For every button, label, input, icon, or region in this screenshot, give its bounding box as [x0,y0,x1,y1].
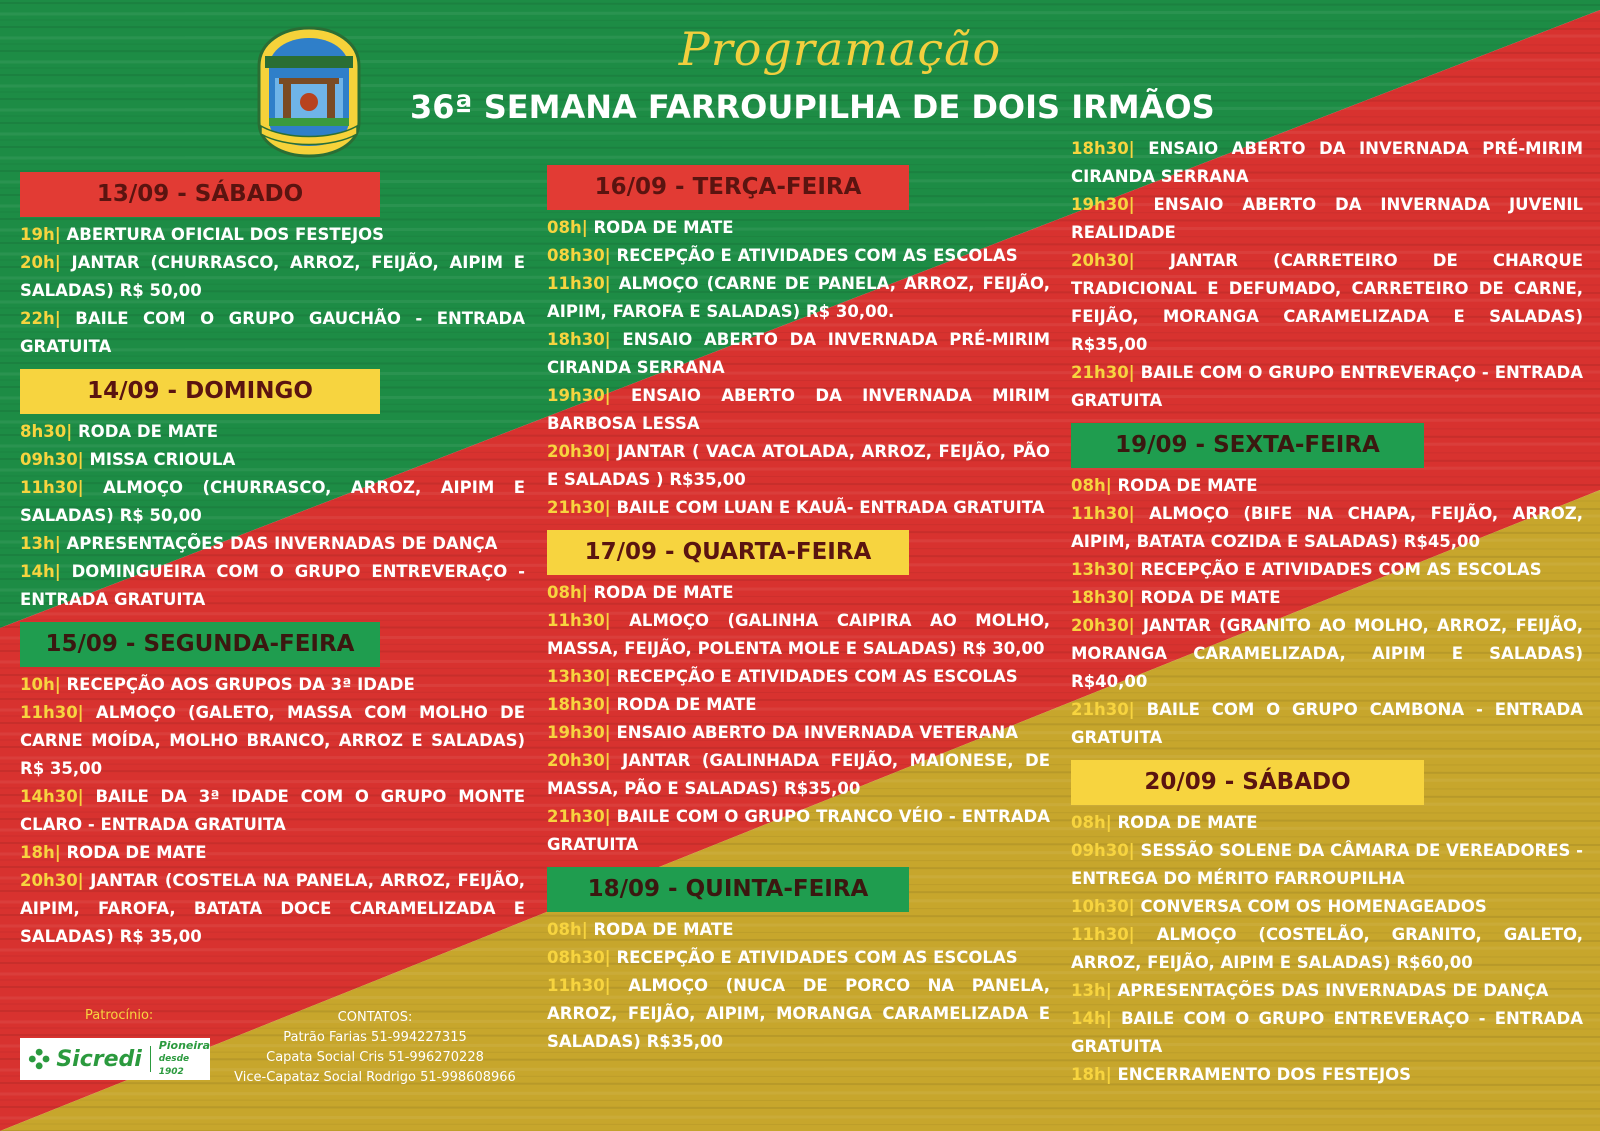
schedule-description: ENSAIO ABERTO DA INVERNADA VETERANA [610,723,1019,742]
schedule-description: RODA DE MATE [587,920,734,939]
schedule-item [1071,472,1583,500]
schedule-description: ALMOÇO (NUCA DE PORCO NA PANELA, ARROZ, FEIJÃO, AIPIM, MORANGA CARAMELIZADA E SALADAS) R$35,00 [547,976,1050,1051]
schedule-time: 09h30| [1071,841,1135,860]
schedule-time: 18h| [1071,1065,1112,1084]
schedule-item [1071,696,1583,752]
schedule-description: ABERTURA OFICIAL DOS FESTEJOS [60,225,384,244]
schedule-item [1071,191,1583,247]
schedule-description: MISSA CRIOULA [83,450,236,469]
schedule-description: ENSAIO ABERTO DA INVERNADA PRÉ-MIRIM CIRANDA SERRANA [1071,139,1583,186]
schedule-item [20,418,525,446]
schedule-item [547,382,1050,438]
schedule-item [547,607,1050,663]
schedule-item [20,671,525,699]
schedule-time: 18h30| [547,695,611,714]
schedule-time: 22h| [20,309,61,328]
schedule-time: 21h30| [547,498,611,517]
schedule-item [547,747,1050,803]
schedule-item [1071,921,1583,977]
script-title: Programação [678,22,1002,76]
schedule-time: 11h30| [547,274,611,293]
schedule-time: 18h30| [1071,139,1135,158]
schedule-item [1071,500,1583,556]
schedule-column-2 [547,165,1050,1056]
schedule-time: 20h30| [1071,251,1135,270]
schedule-time: 14h| [1071,1009,1112,1028]
schedule-time: 20h| [20,253,61,272]
main-title: 36ª SEMANA FARROUPILHA DE DOIS IRMÃOS [410,88,1215,126]
schedule-description: BAILE COM O GRUPO ENTREVERAÇO - ENTRADA GRATUITA [1071,363,1583,410]
day-header: 19/09 - SEXTA-FEIRA [1071,423,1424,468]
contacts-title: CONTATOS: [337,1010,413,1025]
schedule-item [20,783,525,839]
schedule-item [20,221,525,249]
schedule-item [547,579,1050,607]
schedule-item [547,916,1050,944]
schedule-item [1071,612,1583,696]
schedule-description: ALMOÇO (GALINHA CAIPIRA AO MOLHO, MASSA, FEIJÃO, POLENTA MOLE E SALADAS) R$ 30,00 [547,611,1050,658]
schedule-time: 20h30| [20,871,84,890]
day-header: 13/09 - SÁBADO [20,172,380,217]
schedule-description: RECEPÇÃO E ATIVIDADES COM AS ESCOLAS [610,948,1018,967]
schedule-description: JANTAR ( VACA ATOLADA, ARROZ, FEIJÃO, PÃO E SALADAS ) R$35,00 [547,442,1050,489]
sponsor-tagline: Pioneira desde 1902 [158,1039,210,1077]
contact-line: Patrão Farias 51-994227315 [283,1030,467,1045]
day-header: 16/09 - TERÇA-FEIRA [547,165,909,210]
schedule-description: RODA DE MATE [72,422,219,441]
schedule-item [1071,893,1583,921]
schedule-description: DOMINGUEIRA COM O GRUPO ENTREVERAÇO - ENTRADA GRATUITA [20,562,525,609]
schedule-time: 13h30| [547,667,611,686]
schedule-description: ENSAIO ABERTO DA INVERNADA JUVENIL REALIDADE [1071,195,1583,242]
schedule-item [547,803,1050,859]
schedule-time: 18h30| [1071,588,1135,607]
schedule-item [547,242,1050,270]
schedule-description: RODA DE MATE [1134,588,1281,607]
schedule-time: 20h30| [547,751,611,770]
schedule-item [20,474,525,530]
schedule-description: APRESENTAÇÕES DAS INVERNADAS DE DANÇA [60,534,498,553]
schedule-time: 10h| [20,675,61,694]
schedule-time: 19h30| [1071,195,1135,214]
schedule-description: RODA DE MATE [587,218,734,237]
schedule-time: 20h30| [547,442,611,461]
schedule-item [547,691,1050,719]
schedule-item [1071,1061,1583,1089]
schedule-description: JANTAR (COSTELA NA PANELA, ARROZ, FEIJÃO, AIPIM, FAROFA, BATATA DOCE CARAMELIZADA E SALADAS) R$ 35,00 [20,871,525,946]
schedule-description: ALMOÇO (GALETO, MASSA COM MOLHO DE CARNE MOÍDA, MOLHO BRANCO, ARROZ E SALADAS) R$ 35,00 [20,703,525,778]
schedule-time: 11h30| [547,976,611,995]
schedule-time: 08h| [1071,476,1112,495]
schedule-item [1071,247,1583,359]
sicredi-icon [28,1046,50,1072]
schedule-item [547,972,1050,1056]
schedule-item [547,719,1050,747]
schedule-item [20,305,525,361]
schedule-description: RECEPÇÃO E ATIVIDADES COM AS ESCOLAS [610,667,1018,686]
schedule-time: 19h30| [547,386,611,405]
schedule-description: ENCERRAMENTO DOS FESTEJOS [1111,1065,1411,1084]
schedule-description: BAILE COM O GRUPO CAMBONA - ENTRADA GRATUITA [1071,700,1583,747]
schedule-description: JANTAR (GRANITO AO MOLHO, ARROZ, FEIJÃO, MORANGA CARAMELIZADA, AIPIM E SALADAS) R$40,00 [1071,616,1583,691]
schedule-description: BAILE COM LUAN E KAUÃ- ENTRADA GRATUITA [610,498,1045,517]
schedule-description: RECEPÇÃO AOS GRUPOS DA 3ª IDADE [60,675,415,694]
schedule-time: 11h30| [20,478,84,497]
schedule-time: 11h30| [547,611,611,630]
schedule-time: 13h| [20,534,61,553]
schedule-description: ALMOÇO (BIFE NA CHAPA, FEIJÃO, ARROZ, AIPIM, BATATA COZIDA E SALADAS) R$45,00 [1071,504,1583,551]
schedule-description: RODA DE MATE [587,583,734,602]
schedule-item [547,270,1050,326]
schedule-item [547,438,1050,494]
schedule-item [20,249,525,305]
schedule-description: BAILE COM O GRUPO ENTREVERAÇO - ENTRADA GRATUITA [1071,1009,1583,1056]
schedule-time: 18h| [20,843,61,862]
day-header: 15/09 - SEGUNDA-FEIRA [20,622,380,667]
schedule-time: 14h| [20,562,61,581]
schedule-item [20,530,525,558]
schedule-item [1071,1005,1583,1061]
schedule-description: ENSAIO ABERTO DA INVERNADA MIRIM BARBOSA LESSA [547,386,1050,433]
schedule-description: RECEPÇÃO E ATIVIDADES COM AS ESCOLAS [610,246,1018,265]
schedule-time: 8h30| [20,422,73,441]
schedule-description: BAILE COM O GRUPO GAUCHÃO - ENTRADA GRATUITA [20,309,525,356]
schedule-time: 10h30| [1071,897,1135,916]
day-header: 20/09 - SÁBADO [1071,760,1424,805]
schedule-time: 13h30| [1071,560,1135,579]
schedule-item [1071,837,1583,893]
schedule-description: APRESENTAÇÕES DAS INVERNADAS DE DANÇA [1111,981,1549,1000]
contact-line: Capata Social Cris 51-996270228 [266,1050,484,1065]
schedule-time: 08h30| [547,246,611,265]
schedule-description: JANTAR (CHURRASCO, ARROZ, FEIJÃO, AIPIM E SALADAS) R$ 50,00 [20,253,525,300]
schedule-time: 21h30| [547,807,611,826]
schedule-description: BAILE DA 3ª IDADE COM O GRUPO MONTE CLARO - ENTRADA GRATUITA [20,787,525,834]
schedule-description: RODA DE MATE [60,843,207,862]
schedule-item [547,494,1050,522]
schedule-item [547,944,1050,972]
schedule-description: ALMOÇO (COSTELÃO, GRANITO, GALETO, ARROZ, FEIJÃO, AIPIM E SALADAS) R$60,00 [1071,925,1583,972]
schedule-time: 11h30| [1071,504,1135,523]
schedule-item [20,446,525,474]
schedule-time: 21h30| [1071,363,1135,382]
schedule-description: ALMOÇO (CHURRASCO, ARROZ, AIPIM E SALADAS) R$ 50,00 [20,478,525,525]
schedule-description: RODA DE MATE [1111,476,1258,495]
schedule-item [20,699,525,783]
schedule-description: JANTAR (CARRETEIRO DE CHARQUE TRADICIONAL E DEFUMADO, CARRETEIRO DE CARNE, FEIJÃO, MORANGA CARAMELIZADA E SALADAS) R$35,00 [1071,251,1583,354]
schedule-description: CONVERSA COM OS HOMENAGEADOS [1134,897,1487,916]
schedule-time: 14h30| [20,787,84,806]
schedule-item [20,867,525,951]
schedule-time: 13h| [1071,981,1112,1000]
schedule-description: RECEPÇÃO E ATIVIDADES COM AS ESCOLAS [1134,560,1542,579]
schedule-description: ALMOÇO (CARNE DE PANELA, ARROZ, FEIJÃO, AIPIM, FAROFA E SALADAS) R$ 30,00. [547,274,1050,321]
schedule-time: 11h30| [20,703,84,722]
day-header: 17/09 - QUARTA-FEIRA [547,530,909,575]
schedule-column-1 [20,172,525,951]
schedule-item [1071,135,1583,191]
contacts-block [230,1008,520,1088]
schedule-item [1071,977,1583,1005]
schedule-time: 08h30| [547,948,611,967]
schedule-time: 08h| [547,583,588,602]
schedule-item [1071,584,1583,612]
schedule-item [20,558,525,614]
schedule-time: 09h30| [20,450,84,469]
sponsor-logo [20,1038,210,1080]
schedule-item [20,839,525,867]
schedule-time: 19h30| [547,723,611,742]
schedule-description: BAILE COM O GRUPO TRANCO VÉIO - ENTRADA GRATUITA [547,807,1050,854]
schedule-time: 11h30| [1071,925,1135,944]
schedule-time: 18h30| [547,330,611,349]
schedule-time: 21h30| [1071,700,1135,719]
schedule-item [547,663,1050,691]
schedule-description: RODA DE MATE [610,695,757,714]
schedule-item [1071,809,1583,837]
sponsor-label: Patrocínio: [85,1008,154,1023]
sponsor-name: Sicredi [56,1046,142,1072]
schedule-description: RODA DE MATE [1111,813,1258,832]
schedule-item [547,214,1050,242]
day-header: 14/09 - DOMINGO [20,369,380,414]
schedule-time: 08h| [547,920,588,939]
schedule-item [1071,359,1583,415]
day-header: 18/09 - QUINTA-FEIRA [547,867,909,912]
schedule-time: 08h| [1071,813,1112,832]
contact-line: Vice-Capataz Social Rodrigo 51-998608966 [234,1070,516,1085]
schedule-item [1071,556,1583,584]
schedule-column-3 [1071,135,1583,1089]
schedule-item [547,326,1050,382]
schedule-time: 20h30| [1071,616,1135,635]
schedule-description: JANTAR (GALINHADA FEIJÃO, MAIONESE, DE MASSA, PÃO E SALADAS) R$35,00 [547,751,1050,798]
schedule-time: 19h| [20,225,61,244]
schedule-time: 08h| [547,218,588,237]
schedule-description: ENSAIO ABERTO DA INVERNADA PRÉ-MIRIM CIRANDA SERRANA [547,330,1050,377]
schedule-description: SESSÃO SOLENE DA CÂMARA DE VEREADORES - ENTREGA DO MÉRITO FARROUPILHA [1071,841,1583,888]
